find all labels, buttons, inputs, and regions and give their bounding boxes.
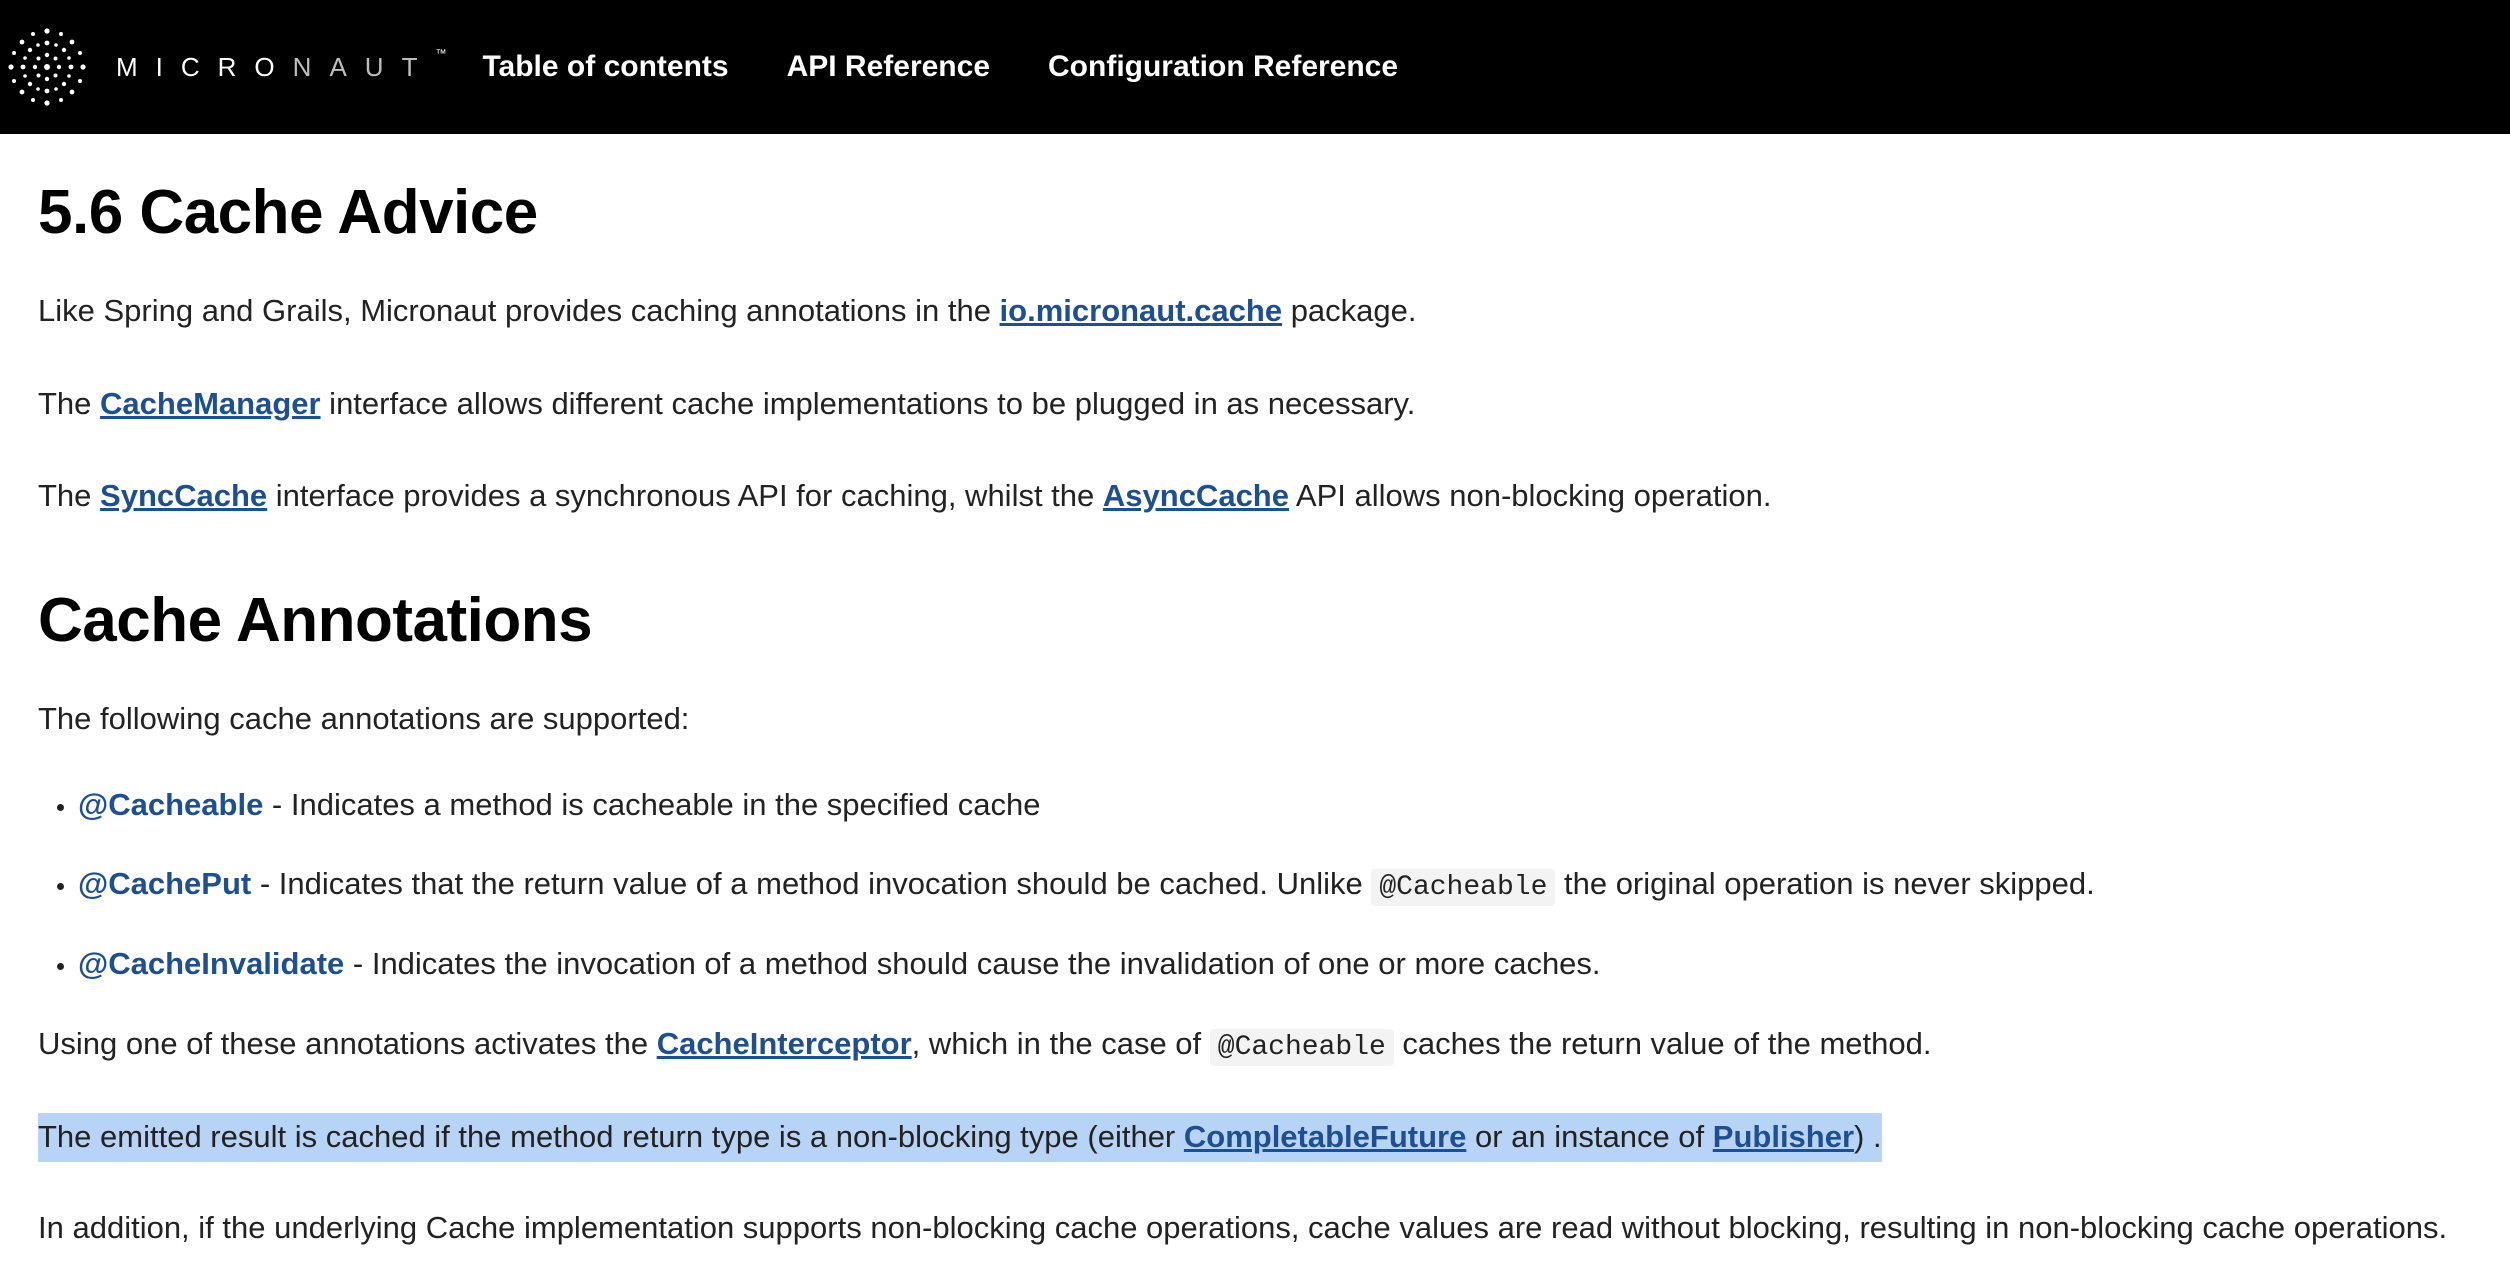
cache-interceptor-link[interactable]: CacheInterceptor xyxy=(656,1026,912,1061)
page-title: 5.6 Cache Advice xyxy=(38,178,538,247)
cacheable-code: @Cacheable xyxy=(1210,1029,1394,1066)
emitted-result-paragraph xyxy=(38,1118,1882,1157)
nav-configuration-reference[interactable]: Configuration Reference xyxy=(1048,50,1399,83)
sync-cache-link[interactable]: SyncCache xyxy=(100,478,268,513)
completable-future-link[interactable]: CompletableFuture xyxy=(1183,1119,1467,1154)
top-navigation-bar xyxy=(0,0,2510,134)
micronaut-logo-icon xyxy=(6,26,88,108)
text-selection-highlight: The emitted result is cached if the method return type is a non-blocking type (either CompletableFuture or an instance of Publisher) . xyxy=(38,1113,1882,1162)
non-blocking-paragraph: In addition, if the underlying Cache implementation supports non-blocking cache operations, cache values are read without blocking, resulting in non-blocking cache operations. xyxy=(38,1210,2448,1245)
sync-cache-paragraph: The SyncCache interface provides a synchronous API for caching, whilst the AsyncCache API allows non-blocking operation. xyxy=(38,478,1772,513)
cacheable-code: @Cacheable xyxy=(1371,869,1555,906)
cache-manager-paragraph: The CacheManager interface allows different cache implementations to be plugged in as necessary. xyxy=(38,386,1416,421)
micronaut-logo[interactable] xyxy=(6,26,446,108)
cache-manager-link[interactable]: CacheManager xyxy=(100,386,321,421)
cacheinvalidate-link[interactable]: @CacheInvalidate xyxy=(78,945,345,981)
list-item: • @CacheInvalidate - Indicates the invocation of a method should cause the invalidation of one or more caches. xyxy=(78,945,2095,984)
supported-annotations-intro: The following cache annotations are supported: xyxy=(38,701,690,736)
intro-paragraph: Like Spring and Grails, Micronaut provides caching annotations in the io.micronaut.cache package. xyxy=(38,293,1417,328)
cache-annotations-heading: Cache Annotations xyxy=(38,586,593,655)
micronaut-wordmark: MICRONAUT™ xyxy=(116,47,447,82)
annotation-list xyxy=(38,786,2095,1024)
cacheable-link[interactable]: @Cacheable xyxy=(78,787,264,822)
main-nav xyxy=(482,50,1456,84)
publisher-link[interactable]: Publisher xyxy=(1712,1119,1855,1154)
nav-api-reference[interactable]: API Reference xyxy=(786,50,991,83)
list-item: • @CachePut - Indicates that the return value of a method invocation should be cached. Unlike @Cacheable the original operation is never skipped. xyxy=(78,865,2095,905)
io-micronaut-cache-link[interactable]: io.micronaut.cache xyxy=(999,293,1283,328)
cacheput-link[interactable]: @CachePut xyxy=(78,865,252,901)
async-cache-link[interactable]: AsyncCache xyxy=(1102,478,1289,513)
list-item: • @Cacheable - Indicates a method is cacheable in the specified cache xyxy=(78,786,2095,825)
nav-table-of-contents[interactable]: Table of contents xyxy=(482,50,729,83)
cache-interceptor-paragraph: Using one of these annotations activates the CacheInterceptor, which in the case of @Cacheable caches the return value of the method. xyxy=(38,1025,1931,1065)
